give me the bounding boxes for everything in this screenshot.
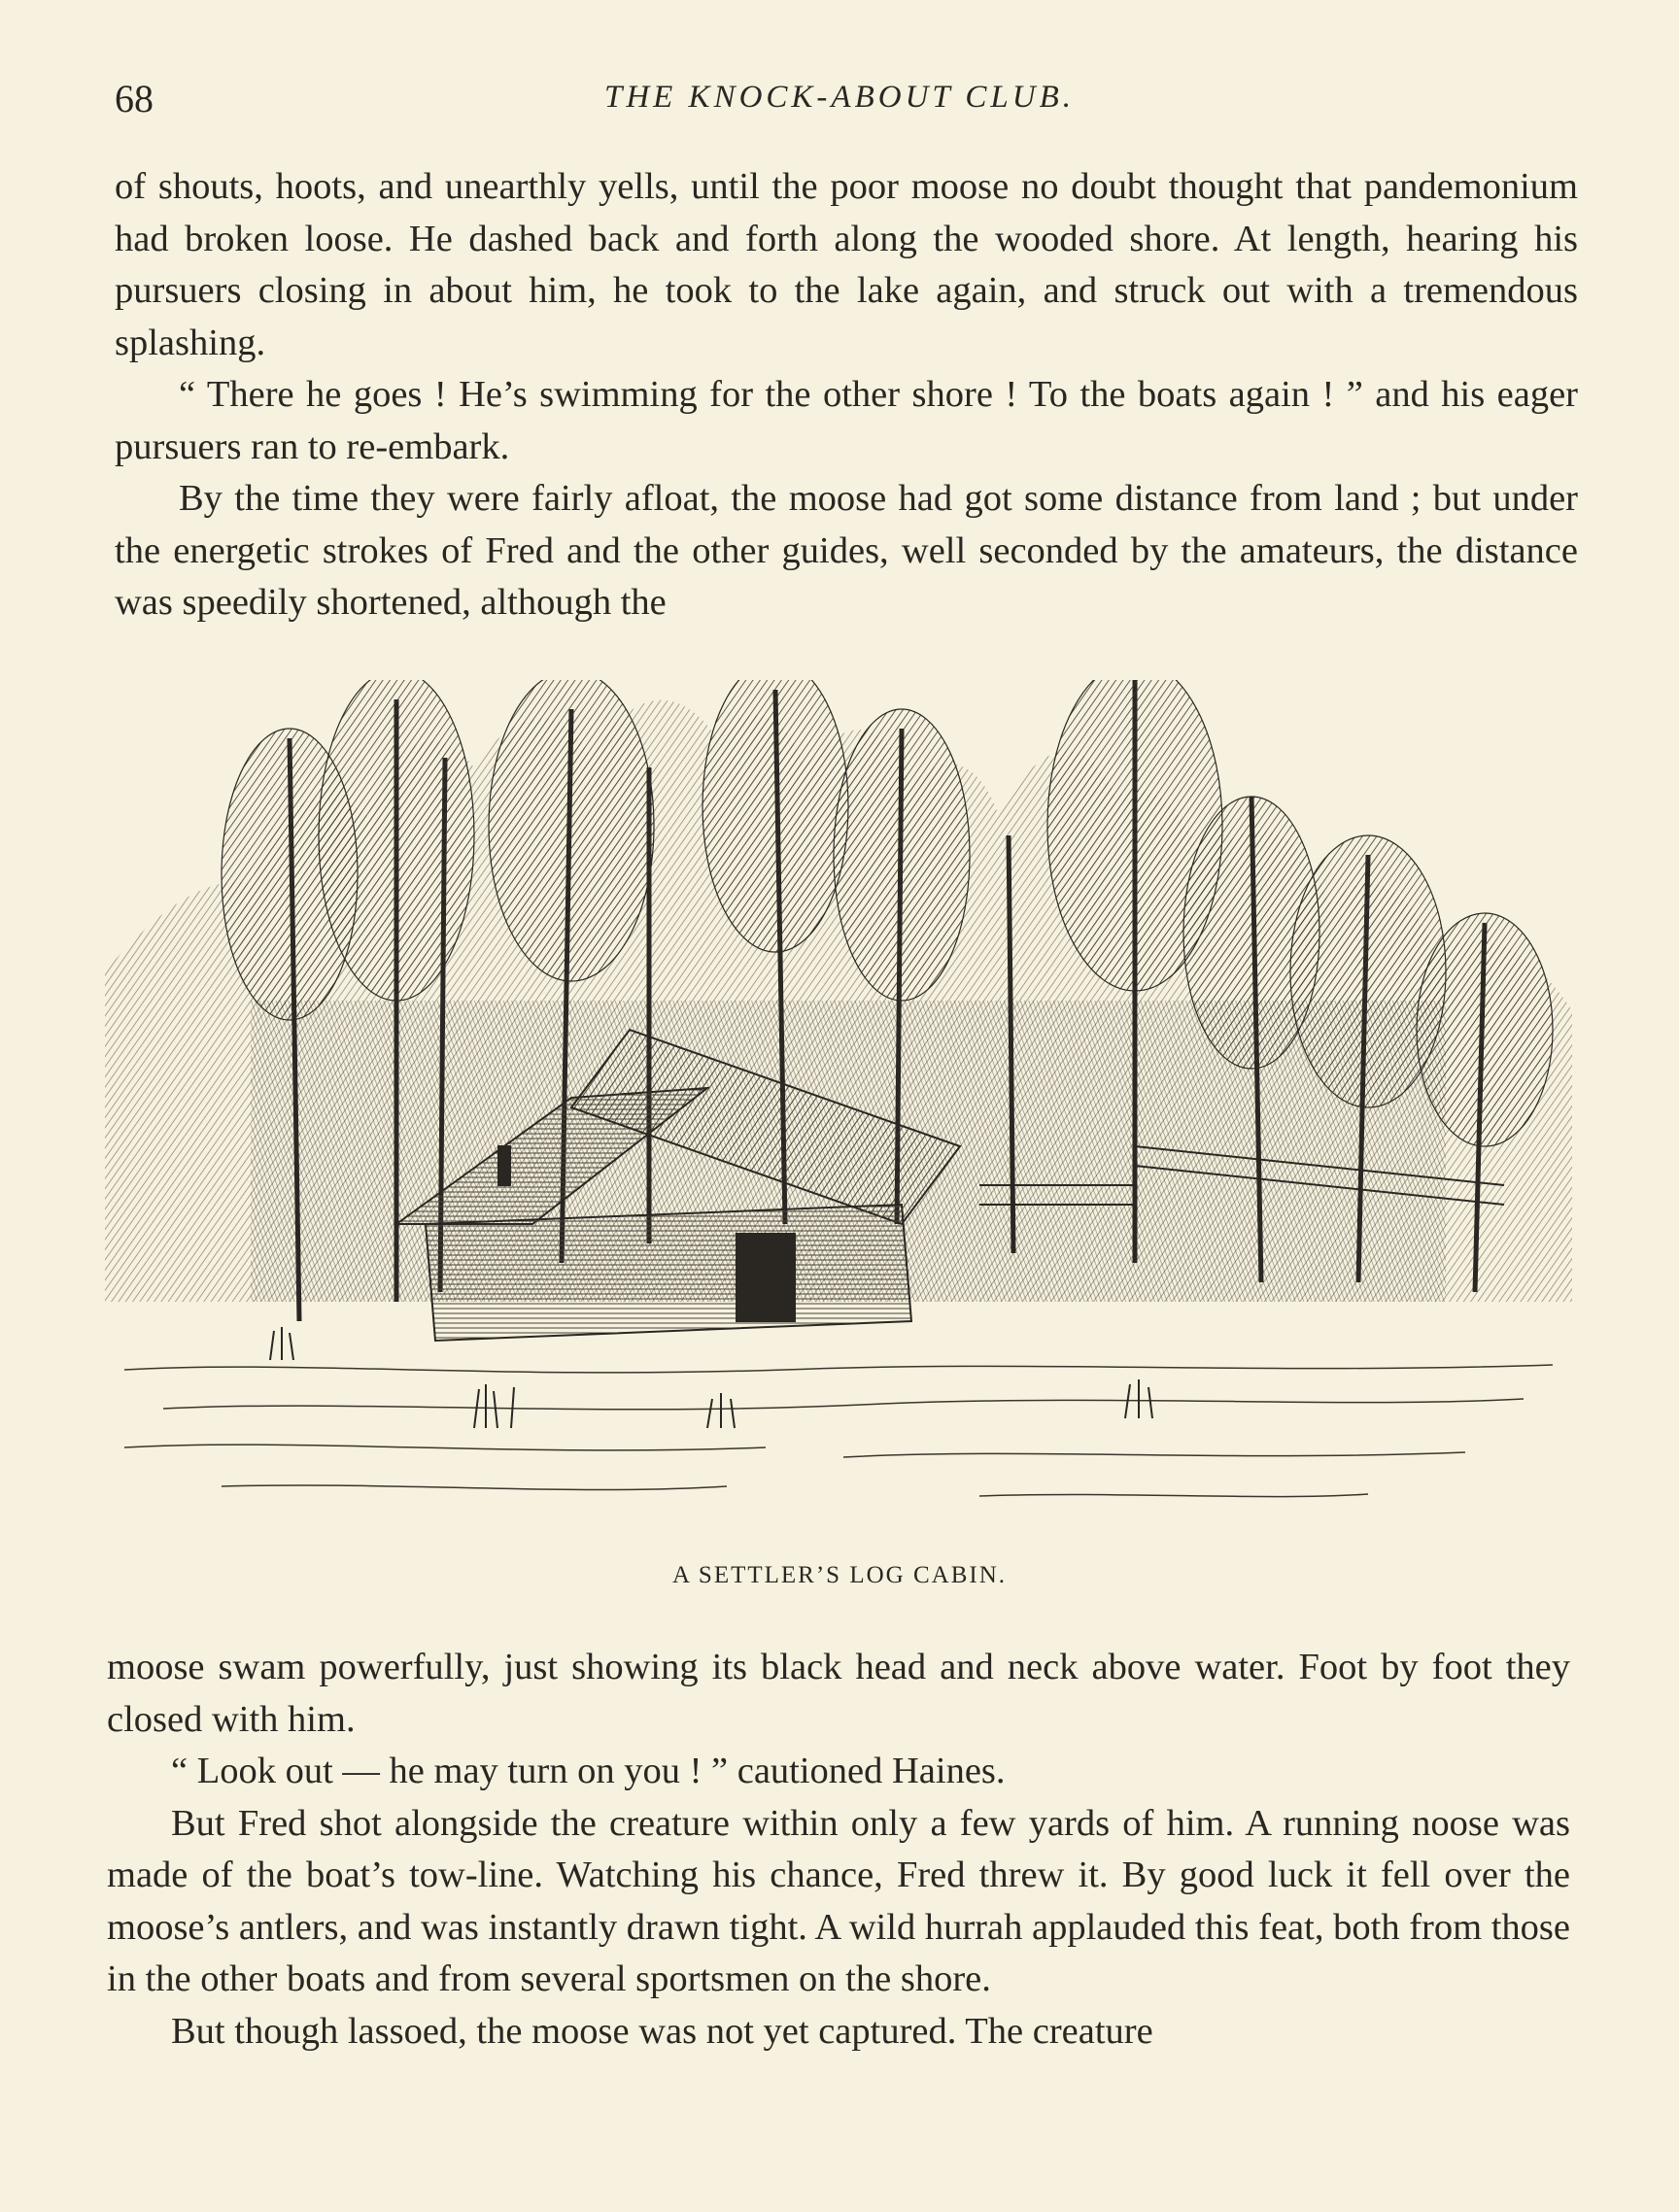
grass-tufts bbox=[270, 1327, 1152, 1428]
body-text-bottom bbox=[107, 1642, 1570, 2058]
cabin-wall bbox=[426, 1205, 911, 1341]
paragraph: “ There he goes ! He’s swimming for the other shore ! To the boats again ! ” and his eager pursuers ran to re-embark. bbox=[115, 374, 1578, 467]
cabin-chimney bbox=[498, 1146, 510, 1185]
page-number: 68 bbox=[115, 77, 154, 120]
paragraph: “ Look out — he may turn on you ! ” cautioned Haines. bbox=[171, 1751, 1006, 1791]
cabin-door bbox=[737, 1234, 795, 1321]
foreground-ground bbox=[124, 1365, 1553, 1497]
paragraph: of shouts, hoots, and unearthly yells, until the poor moose no doubt thought that pandemonium had broken loose. He dashed back and forth along the wooded shore. At length, hearing his pursuers closing in about him, he took to the lake again, and struck out with a tremendous splashing. bbox=[115, 166, 1578, 363]
running-head bbox=[115, 76, 1564, 124]
paragraph: But Fred shot alongside the creature within only a few yards of him. A running noose was made of the boat’s tow-line. Watching his chance, Fred threw it. By good luck it fell over the moose’s antlers, and was instantly drawn tight. A wild hurrah applauded this feat, both from those in the other boats and from several sportsmen on the shore. bbox=[107, 1802, 1570, 1999]
paragraph: But though lassoed, the moose was not yet captured. The creature bbox=[171, 2010, 1153, 2052]
paragraph: By the time they were fairly afloat, the moose had got some distance from land ; but under the energetic strokes of Fred and the other guides, well seconded by the amateurs, the distance was speedily shortened, although the bbox=[115, 478, 1578, 623]
log-cabin-engraving bbox=[105, 680, 1572, 1554]
figure-caption: A SETTLER’S LOG CABIN. bbox=[672, 1562, 1007, 1588]
running-title: THE KNOCK-ABOUT CLUB. bbox=[603, 80, 1076, 115]
body-text-top bbox=[115, 161, 1578, 630]
paragraph: moose swam powerfully, just showing its black head and neck above water. Foot by foot they closed with him. bbox=[107, 1647, 1570, 1740]
